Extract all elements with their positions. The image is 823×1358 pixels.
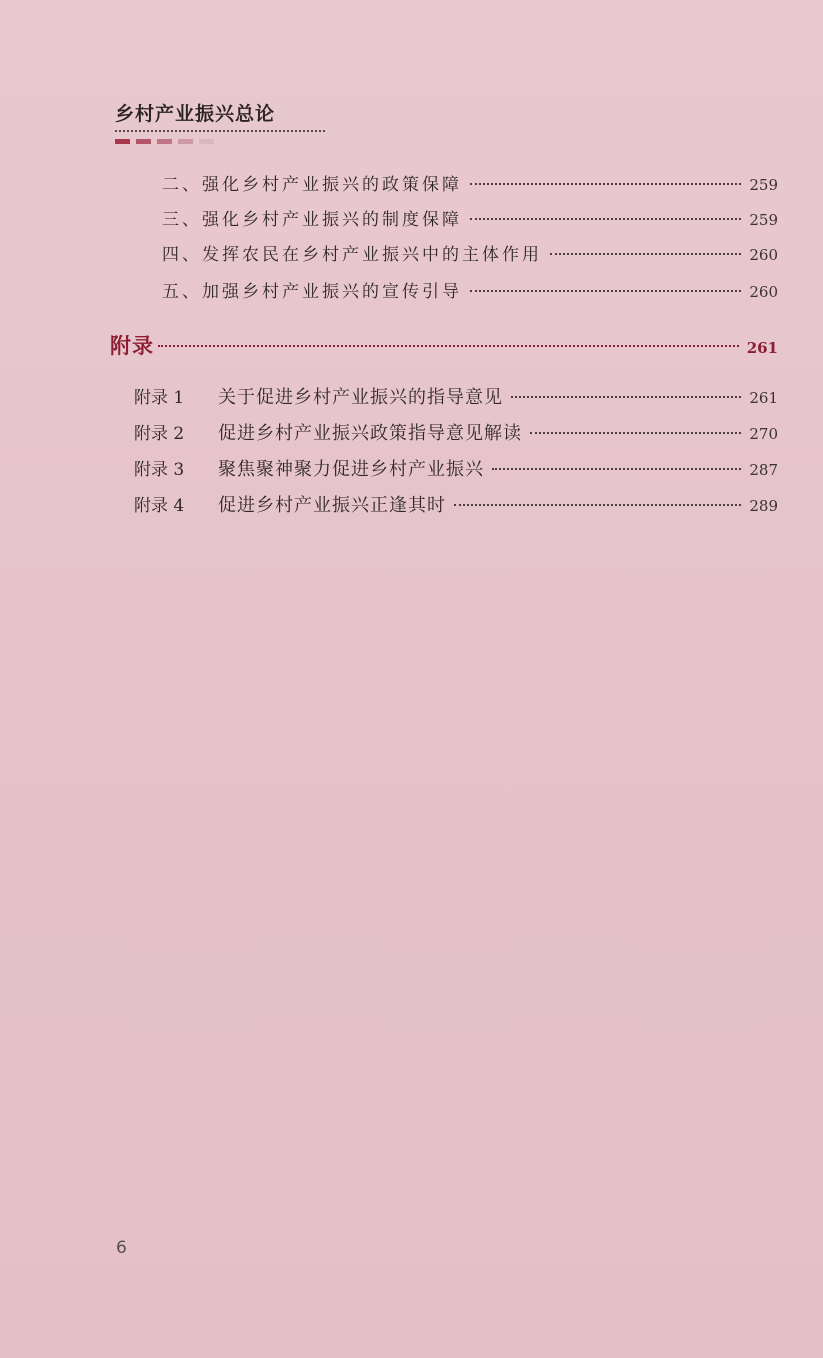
header-block xyxy=(199,139,214,144)
appendix-entry xyxy=(134,419,778,445)
dot-leader xyxy=(550,253,741,255)
dot-leader xyxy=(511,396,741,398)
dot-leader xyxy=(470,183,741,185)
appendix-entry xyxy=(134,383,778,409)
dot-leader xyxy=(530,432,741,434)
section-page: 261 xyxy=(746,339,778,357)
dot-leader xyxy=(158,345,739,347)
running-header-title: 乡村产业振兴总论 xyxy=(115,103,276,125)
appendix-label: 促进乡村产业振兴政策指导意见解读 xyxy=(218,423,522,444)
appendix-label: 关于促进乡村产业振兴的指导意见 xyxy=(218,387,503,408)
toc-entry-label: 三、强化乡村产业振兴的制度保障 xyxy=(162,210,462,230)
appendix-tag: 附录 1 xyxy=(134,388,185,408)
appendix-entry xyxy=(134,455,778,481)
toc-entry xyxy=(162,205,778,230)
appendix-tag: 附录 4 xyxy=(134,496,185,516)
appendix-label: 促进乡村产业振兴正逢其时 xyxy=(218,495,446,516)
page-number: 6 xyxy=(116,1238,127,1258)
appendix-tag: 附录 2 xyxy=(134,424,185,444)
appendix-tag: 附录 3 xyxy=(134,460,185,480)
header-block xyxy=(178,139,193,144)
appendix-label: 聚焦聚神聚力促进乡村产业振兴 xyxy=(218,459,484,480)
header-block xyxy=(157,139,172,144)
toc-entry-page: 260 xyxy=(749,246,778,264)
dot-leader xyxy=(454,504,741,506)
appendix-entry xyxy=(134,491,778,517)
toc-entry xyxy=(162,240,778,265)
dot-leader xyxy=(470,218,741,220)
toc-entry-page: 260 xyxy=(749,283,778,301)
toc-entry-page: 259 xyxy=(749,176,778,194)
header-color-blocks xyxy=(115,139,214,144)
toc-section-appendix xyxy=(110,330,778,360)
toc-entry xyxy=(162,277,778,302)
header-block xyxy=(115,139,130,144)
appendix-page: 261 xyxy=(749,389,778,407)
header-dotted-rule xyxy=(115,130,325,132)
dot-leader xyxy=(470,290,741,292)
toc-entry-page: 259 xyxy=(749,211,778,229)
dot-leader xyxy=(492,468,741,470)
toc-entry-label: 四、发挥农民在乡村产业振兴中的主体作用 xyxy=(162,245,542,265)
toc-entry-label: 五、加强乡村产业振兴的宣传引导 xyxy=(162,282,462,302)
appendix-page: 289 xyxy=(749,497,778,515)
appendix-page: 287 xyxy=(749,461,778,479)
header-block xyxy=(136,139,151,144)
toc-entry xyxy=(162,170,778,195)
appendix-page: 270 xyxy=(749,425,778,443)
toc-entry-label: 二、强化乡村产业振兴的政策保障 xyxy=(162,175,462,195)
section-label: 附录 xyxy=(110,334,154,358)
